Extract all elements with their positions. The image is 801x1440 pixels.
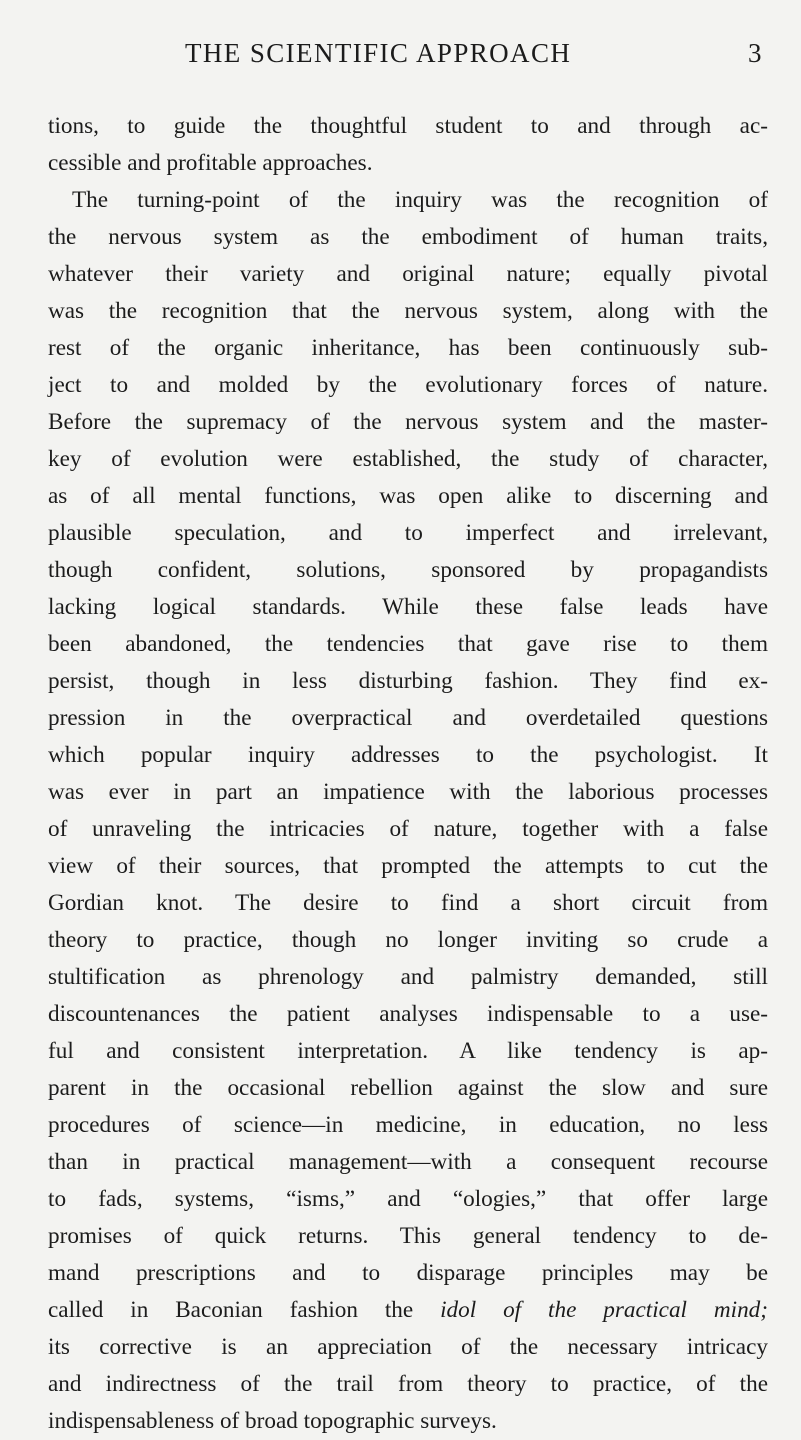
- text-line: view of their sources, that prompted the attempts to cut the: [48, 853, 768, 879]
- text-line: pression in the overpractical and overdetailed questions: [48, 705, 768, 731]
- text-line: tions, to guide the thoughtful student to and through ac-: [48, 113, 768, 139]
- text-line: whatever their variety and original nature; equally pivotal: [48, 261, 768, 287]
- text-line: of unraveling the intricacies of nature, together with a false: [48, 816, 768, 842]
- text-line: was the recognition that the nervous system, along with the: [48, 298, 768, 324]
- text-line: plausible speculation, and to imperfect and irrelevant,: [48, 520, 768, 546]
- text-line: as of all mental functions, was open alike to discerning and: [48, 483, 768, 509]
- italic-phrase: idol of the practical mind;: [440, 1297, 769, 1323]
- text-line: parent in the occasional rebellion against the slow and sure: [48, 1075, 768, 1101]
- text-line: The turning-point of the inquiry was the recognition of: [72, 187, 768, 213]
- text-line: stultification as phrenology and palmistry demanded, still: [48, 964, 768, 990]
- text-line: than in practical management—with a consequent recourse: [48, 1149, 768, 1175]
- text-line-with-italic: [48, 1292, 768, 1329]
- running-head: THE SCIENTIFIC APPROACH: [185, 38, 572, 68]
- text-line: promises of quick returns. This general tendency to de-: [48, 1223, 768, 1249]
- text-line: mand prescriptions and to disparage principles may be: [48, 1260, 768, 1286]
- text-line: discountenances the patient analyses indispensable to a use-: [48, 1001, 768, 1027]
- text-line: persist, though in less disturbing fashion. They find ex-: [48, 668, 768, 694]
- text-line: procedures of science—in medicine, in education, no less: [48, 1112, 768, 1138]
- text-line: and indirectness of the trail from theory to practice, of the: [48, 1371, 768, 1397]
- text-line: its corrective is an appreciation of the necessary intricacy: [48, 1334, 768, 1360]
- text-line: indispensableness of broad topographic surveys.: [48, 1408, 497, 1434]
- text-line: Before the supremacy of the nervous system and the master-: [48, 409, 768, 435]
- text-line: though confident, solutions, sponsored by propagandists: [48, 557, 768, 583]
- text-line: to fads, systems, “isms,” and “ologies,” that offer large: [48, 1186, 768, 1212]
- text-line: theory to practice, though no longer inviting so crude a: [48, 927, 768, 953]
- text-line: cessible and profitable approaches.: [48, 150, 373, 176]
- text-line: the nervous system as the embodiment of human traits,: [48, 224, 768, 250]
- text-line: lacking logical standards. While these false leads have: [48, 594, 768, 620]
- text-line: which popular inquiry addresses to the psychologist. It: [48, 742, 768, 768]
- text-line: ject to and molded by the evolutionary forces of nature.: [48, 372, 768, 398]
- body-paragraphs: [48, 108, 768, 1440]
- text-line: key of evolution were established, the study of character,: [48, 446, 768, 472]
- text-line: Gordian knot. The desire to find a short circuit from: [48, 890, 768, 916]
- text-run: called in Baconian fashion the: [48, 1297, 441, 1323]
- text-line: ful and consistent interpretation. A like tendency is ap-: [48, 1038, 768, 1064]
- page-number: 3: [748, 38, 762, 68]
- text-line: was ever in part an impatience with the laborious processes: [48, 779, 768, 805]
- text-line: rest of the organic inheritance, has been continuously sub-: [48, 335, 768, 361]
- text-line: been abandoned, the tendencies that gave rise to them: [48, 631, 768, 657]
